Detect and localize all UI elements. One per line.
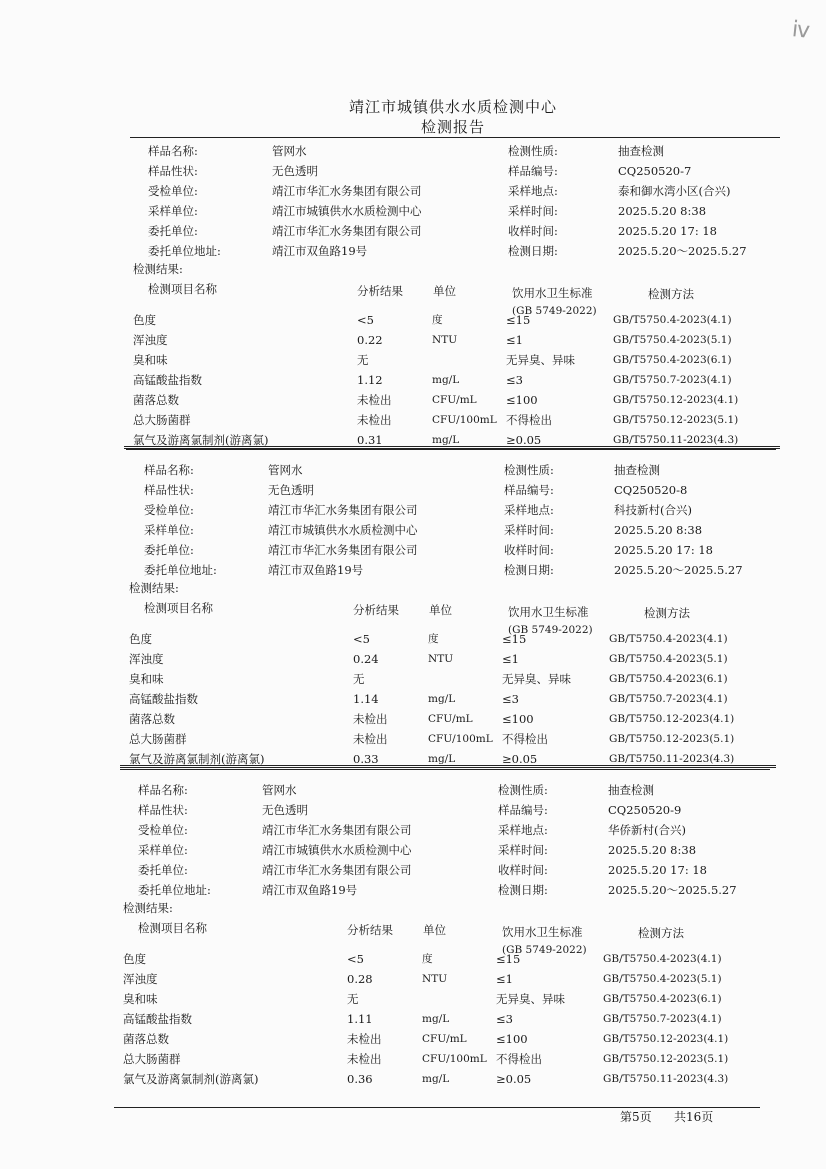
result-standard: ≤15	[496, 952, 521, 966]
result-value: 0.31	[357, 433, 383, 447]
result-method: GB/T5750.12-2023(5.1)	[613, 414, 739, 426]
result-method: GB/T5750.12-2023(4.1)	[609, 713, 735, 725]
result-item: 臭和味	[133, 353, 168, 367]
result-standard: 无异臭、异味	[502, 672, 571, 686]
result-unit: CFU/100mL	[432, 414, 497, 426]
result-item: 浑浊度	[123, 972, 158, 986]
result-method: GB/T5750.4-2023(5.1)	[609, 653, 728, 665]
sample-state-value: 无色透明	[268, 483, 314, 497]
tested-unit-value: 靖江市华汇水务集团有限公司	[262, 823, 412, 837]
result-unit: NTU	[432, 334, 458, 346]
col-header-standard-code: (GB 5749-2022)	[502, 944, 587, 956]
result-unit: 度	[422, 953, 433, 965]
test-date-value: 2025.5.20～2025.5.27	[618, 244, 747, 258]
client-unit-value: 靖江市华汇水务集团有限公司	[268, 543, 418, 557]
test-nature-value: 抽查检测	[618, 144, 664, 158]
sample-name-label: 样品名称:	[138, 783, 188, 797]
test-date-label: 检测日期:	[504, 563, 554, 577]
receive-time-value: 2025.5.20 17: 18	[614, 543, 713, 557]
result-value: 未检出	[353, 712, 388, 726]
corner-mark: ⅳ	[790, 17, 812, 44]
receive-time-value: 2025.5.20 17: 18	[618, 224, 717, 238]
result-method: GB/T5750.4-2023(4.1)	[613, 314, 732, 326]
test-nature-value: 抽查检测	[608, 783, 654, 797]
tested-unit-label: 受检单位:	[148, 184, 198, 198]
test-nature-label: 检测性质:	[504, 463, 554, 477]
result-standard: ≤1	[502, 652, 519, 666]
sample-state-label: 样品性状:	[148, 164, 198, 178]
result-item: 色度	[129, 632, 152, 646]
col-header-result: 分析结果	[347, 923, 393, 937]
sampling-site-label: 采样地点:	[498, 823, 548, 837]
result-method: GB/T5750.7-2023(4.1)	[603, 1013, 722, 1025]
result-method: GB/T5750.12-2023(4.1)	[613, 394, 739, 406]
report-block	[0, 130, 826, 450]
result-standard: ≤1	[506, 333, 523, 347]
result-standard: ≤3	[506, 373, 523, 387]
result-value: 未检出	[347, 1032, 382, 1046]
result-value: 未检出	[347, 1052, 382, 1066]
result-method: GB/T5750.12-2023(5.1)	[603, 1053, 729, 1065]
result-item: 高锰酸盐指数	[133, 373, 202, 387]
result-standard: ≤3	[502, 692, 519, 706]
col-header-method: 检测方法	[648, 287, 694, 301]
result-standard: ≤100	[496, 1032, 528, 1046]
result-value: 0.28	[347, 972, 373, 986]
result-unit: CFU/100mL	[428, 733, 493, 745]
result-method: GB/T5750.11-2023(4.3)	[609, 753, 735, 765]
test-date-label: 检测日期:	[508, 244, 558, 258]
client-unit-label: 委托单位:	[138, 863, 188, 877]
col-header-item: 检测项目名称	[144, 601, 213, 615]
result-value: 0.33	[353, 752, 379, 766]
client-unit-value: 靖江市华汇水务集团有限公司	[262, 863, 412, 877]
col-header-standard: 饮用水卫生标准	[508, 605, 589, 619]
sample-no-label: 样品编号:	[498, 803, 548, 817]
sampling-site-value: 华侨新村(合兴)	[608, 823, 686, 837]
result-unit: mg/L	[432, 434, 460, 446]
sample-name-value: 管网水	[262, 783, 297, 797]
result-standard: ≤3	[496, 1012, 513, 1026]
col-header-unit: 单位	[423, 923, 446, 937]
result-standard: ≤100	[506, 393, 538, 407]
sampling-unit-value: 靖江市城镇供水水质检测中心	[272, 204, 422, 218]
result-method: GB/T5750.4-2023(4.1)	[609, 633, 728, 645]
client-address-value: 靖江市双鱼路19号	[268, 563, 364, 577]
result-standard: ≤100	[502, 712, 534, 726]
result-standard: ≤15	[506, 313, 531, 327]
sample-state-value: 无色透明	[262, 803, 308, 817]
sampling-site-label: 采样地点:	[508, 184, 558, 198]
sample-state-label: 样品性状:	[144, 483, 194, 497]
result-value: 无	[357, 353, 369, 367]
result-method: GB/T5750.12-2023(4.1)	[603, 1033, 729, 1045]
sampling-site-label: 采样地点:	[504, 503, 554, 517]
results-label: 检测结果:	[129, 581, 179, 595]
result-standard: ≥0.05	[506, 433, 542, 447]
col-header-standard: 饮用水卫生标准	[502, 925, 583, 939]
result-unit: CFU/mL	[422, 1033, 467, 1045]
result-item: 菌落总数	[123, 1032, 169, 1046]
page-number: 第5页	[620, 1110, 652, 1124]
result-standard: ≥0.05	[496, 1072, 532, 1086]
result-unit: mg/L	[432, 374, 460, 386]
result-unit: NTU	[428, 653, 454, 665]
test-nature-label: 检测性质:	[498, 783, 548, 797]
result-method: GB/T5750.4-2023(6.1)	[603, 993, 722, 1005]
result-unit: CFU/mL	[428, 713, 473, 725]
result-standard: ≤1	[496, 972, 513, 986]
block-top-rule	[130, 137, 780, 138]
sampling-unit-label: 采样单位:	[144, 523, 194, 537]
client-address-label: 委托单位地址:	[148, 244, 221, 258]
result-item: 菌落总数	[129, 712, 175, 726]
sampling-time-value: 2025.5.20 8:38	[608, 843, 697, 857]
col-header-item: 检测项目名称	[138, 921, 207, 935]
sampling-time-label: 采样时间:	[504, 523, 554, 537]
col-header-result: 分析结果	[357, 284, 403, 298]
result-standard: 不得检出	[496, 1052, 542, 1066]
client-address-value: 靖江市双鱼路19号	[272, 244, 368, 258]
result-value: 0.36	[347, 1072, 373, 1086]
report-block	[0, 449, 822, 769]
result-item: 总大肠菌群	[133, 413, 191, 427]
result-value: 1.14	[353, 692, 379, 706]
sample-no-value: CQ250520-9	[608, 803, 682, 817]
result-standard: 无异臭、异味	[506, 353, 575, 367]
result-standard: ≥0.05	[502, 752, 538, 766]
tested-unit-label: 受检单位:	[144, 503, 194, 517]
result-item: 高锰酸盐指数	[123, 1012, 192, 1026]
block-bottom-rule	[120, 765, 776, 768]
result-standard: ≤15	[502, 632, 527, 646]
result-item: 菌落总数	[133, 393, 179, 407]
result-value: <5	[357, 313, 374, 327]
sample-no-label: 样品编号:	[504, 483, 554, 497]
result-unit: 度	[428, 633, 439, 645]
client-address-label: 委托单位地址:	[138, 883, 211, 897]
sampling-unit-value: 靖江市城镇供水水质检测中心	[268, 523, 418, 537]
sampling-site-value: 泰和御水湾小区(合兴)	[618, 184, 731, 198]
result-value: 1.12	[357, 373, 383, 387]
result-item: 氯气及游离氯制剂(游离氯)	[129, 752, 265, 766]
result-standard: 不得检出	[502, 732, 548, 746]
col-header-method: 检测方法	[638, 926, 684, 940]
result-value: 未检出	[357, 393, 392, 407]
page-total: 共16页	[674, 1110, 714, 1124]
sampling-unit-label: 采样单位:	[138, 843, 188, 857]
report-block	[0, 769, 816, 1089]
block-top-rule	[120, 769, 770, 770]
result-value: 无	[347, 992, 359, 1006]
result-item: 浑浊度	[133, 333, 168, 347]
result-standard: 无异臭、异味	[496, 992, 565, 1006]
result-method: GB/T5750.12-2023(5.1)	[609, 733, 735, 745]
result-method: GB/T5750.7-2023(4.1)	[609, 693, 728, 705]
results-label: 检测结果:	[133, 262, 183, 276]
receive-time-label: 收样时间:	[508, 224, 558, 238]
sample-no-value: CQ250520-8	[614, 483, 688, 497]
col-header-standard-code: (GB 5749-2022)	[512, 305, 597, 317]
test-date-value: 2025.5.20～2025.5.27	[614, 563, 743, 577]
result-value: 1.11	[347, 1012, 373, 1026]
result-item: 氯气及游离氯制剂(游离氯)	[123, 1072, 259, 1086]
result-value: 无	[353, 672, 365, 686]
result-item: 浑浊度	[129, 652, 164, 666]
sample-state-value: 无色透明	[272, 164, 318, 178]
result-value: 0.22	[357, 333, 383, 347]
col-header-unit: 单位	[429, 603, 452, 617]
sample-name-label: 样品名称:	[148, 144, 198, 158]
test-date-label: 检测日期:	[498, 883, 548, 897]
result-standard: 不得检出	[506, 413, 552, 427]
result-unit: CFU/100mL	[422, 1053, 487, 1065]
test-date-value: 2025.5.20～2025.5.27	[608, 883, 737, 897]
sample-no-value: CQ250520-7	[618, 164, 692, 178]
result-method: GB/T5750.4-2023(5.1)	[613, 334, 732, 346]
result-unit: NTU	[422, 973, 448, 985]
tested-unit-value: 靖江市华汇水务集团有限公司	[272, 184, 422, 198]
sample-name-value: 管网水	[268, 463, 303, 477]
sampling-site-value: 科技新村(合兴)	[614, 503, 692, 517]
test-nature-label: 检测性质:	[508, 144, 558, 158]
client-unit-label: 委托单位:	[148, 224, 198, 238]
results-label: 检测结果:	[123, 901, 173, 915]
client-address-value: 靖江市双鱼路19号	[262, 883, 358, 897]
client-address-label: 委托单位地址:	[144, 563, 217, 577]
sample-name-value: 管网水	[272, 144, 307, 158]
result-item: 色度	[133, 313, 156, 327]
result-method: GB/T5750.11-2023(4.3)	[603, 1073, 729, 1085]
block-top-rule	[126, 449, 776, 450]
col-header-method: 检测方法	[644, 606, 690, 620]
result-item: 总大肠菌群	[129, 732, 187, 746]
result-unit: mg/L	[422, 1073, 450, 1085]
col-header-result: 分析结果	[353, 603, 399, 617]
test-nature-value: 抽查检测	[614, 463, 660, 477]
sample-no-label: 样品编号:	[508, 164, 558, 178]
block-bottom-rule	[114, 1107, 760, 1108]
col-header-standard: 饮用水卫生标准	[512, 286, 593, 300]
client-unit-label: 委托单位:	[144, 543, 194, 557]
result-unit: 度	[432, 314, 443, 326]
col-header-unit: 单位	[433, 284, 456, 298]
sampling-time-value: 2025.5.20 8:38	[614, 523, 703, 537]
report-title: 检测报告	[420, 118, 485, 136]
result-unit: mg/L	[428, 753, 456, 765]
result-method: GB/T5750.4-2023(6.1)	[609, 673, 728, 685]
result-method: GB/T5750.4-2023(4.1)	[603, 953, 722, 965]
result-item: 高锰酸盐指数	[129, 692, 198, 706]
result-item: 总大肠菌群	[123, 1052, 181, 1066]
sample-state-label: 样品性状:	[138, 803, 188, 817]
sampling-unit-value: 靖江市城镇供水水质检测中心	[262, 843, 412, 857]
result-value: 未检出	[357, 413, 392, 427]
result-unit: mg/L	[428, 693, 456, 705]
client-unit-value: 靖江市华汇水务集团有限公司	[272, 224, 422, 238]
result-value: 0.24	[353, 652, 379, 666]
result-value: 未检出	[353, 732, 388, 746]
result-unit: mg/L	[422, 1013, 450, 1025]
sampling-time-label: 采样时间:	[498, 843, 548, 857]
result-method: GB/T5750.4-2023(5.1)	[603, 973, 722, 985]
col-header-standard-code: (GB 5749-2022)	[508, 624, 593, 636]
result-value: <5	[347, 952, 364, 966]
receive-time-value: 2025.5.20 17: 18	[608, 863, 707, 877]
result-method: GB/T5750.7-2023(4.1)	[613, 374, 732, 386]
tested-unit-value: 靖江市华汇水务集团有限公司	[268, 503, 418, 517]
result-method: GB/T5750.4-2023(6.1)	[613, 354, 732, 366]
result-item: 臭和味	[129, 672, 164, 686]
sampling-time-value: 2025.5.20 8:38	[618, 204, 707, 218]
result-value: <5	[353, 632, 370, 646]
receive-time-label: 收样时间:	[504, 543, 554, 557]
result-item: 氯气及游离氯制剂(游离氯)	[133, 433, 269, 447]
receive-time-label: 收样时间:	[498, 863, 548, 877]
col-header-item: 检测项目名称	[148, 282, 217, 296]
result-item: 臭和味	[123, 992, 158, 1006]
sample-name-label: 样品名称:	[144, 463, 194, 477]
sampling-unit-label: 采样单位:	[148, 204, 198, 218]
result-unit: CFU/mL	[432, 394, 477, 406]
org-title: 靖江市城镇供水水质检测中心	[348, 98, 557, 116]
result-method: GB/T5750.11-2023(4.3)	[613, 434, 739, 446]
tested-unit-label: 受检单位:	[138, 823, 188, 837]
sampling-time-label: 采样时间:	[508, 204, 558, 218]
result-item: 色度	[123, 952, 146, 966]
